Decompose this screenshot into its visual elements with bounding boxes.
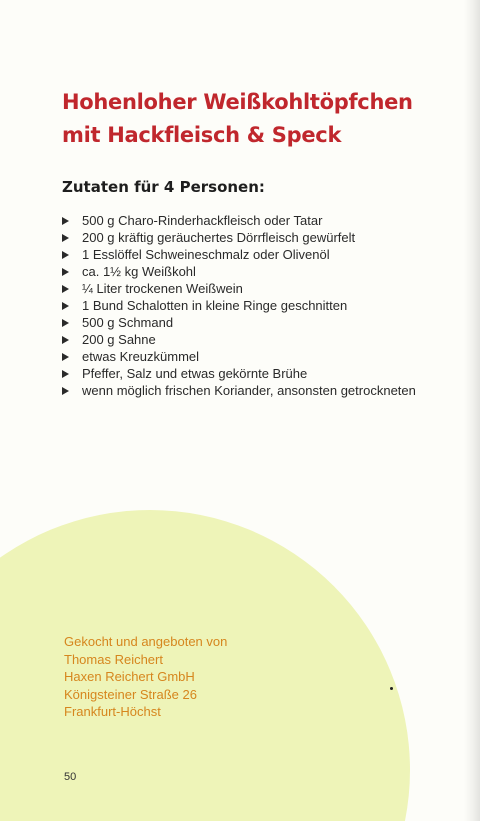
credits-block xyxy=(64,633,227,721)
page-edge-shadow xyxy=(464,0,480,821)
bullet-arrow-icon xyxy=(62,268,69,276)
bullet-arrow-icon xyxy=(62,336,69,344)
ingredient-item xyxy=(62,297,432,314)
ingredient-text: etwas Kreuzkümmel xyxy=(82,349,200,364)
credits-intro: Gekocht und angeboten von xyxy=(64,634,228,649)
ingredients-list xyxy=(62,212,432,399)
ingredient-text: 1 Bund Schalotten in kleine Ringe geschnitten xyxy=(82,298,348,313)
restaurant-name: Haxen Reichert GmbH xyxy=(64,669,195,684)
ingredient-item xyxy=(62,212,432,229)
stray-dot xyxy=(390,687,393,690)
bullet-arrow-icon xyxy=(62,302,69,310)
ingredient-text: Pfeffer, Salz und etwas gekörnte Brühe xyxy=(82,366,308,381)
recipe-title xyxy=(62,86,462,152)
bullet-arrow-icon xyxy=(62,234,69,242)
bullet-arrow-icon xyxy=(62,387,69,395)
ingredient-item xyxy=(62,365,432,382)
ingredient-text: 200 g kräftig geräuchertes Dörrfleisch gewürfelt xyxy=(82,230,356,245)
chef-name: Thomas Reichert xyxy=(64,651,163,667)
bullet-arrow-icon xyxy=(62,251,69,259)
ingredient-item xyxy=(62,314,432,331)
ingredient-text: 500 g Charo-Rinderhackfleisch oder Tatar xyxy=(82,213,323,228)
ingredient-item xyxy=(62,382,432,399)
bullet-arrow-icon xyxy=(62,353,69,361)
recipe-title-line-2: mit Hackfleisch & Speck xyxy=(62,123,342,147)
ingredient-text: ca. 1½ kg Weißkohl xyxy=(82,264,196,279)
ingredient-text: 1 Esslöffel Schweineschmalz oder Olivenöl xyxy=(82,247,330,262)
ingredient-text: 200 g Sahne xyxy=(82,332,156,347)
page-number: 50 xyxy=(64,771,77,783)
bullet-arrow-icon xyxy=(62,217,69,225)
ingredient-item xyxy=(62,280,432,297)
ingredient-item xyxy=(62,263,432,280)
city: Frankfurt-Höchst xyxy=(64,704,161,719)
ingredient-text: ¼ Liter trockenen Weißwein xyxy=(82,281,243,296)
ingredient-item xyxy=(62,348,432,365)
recipe-title-line-1: Hohenloher Weißkohltöpfchen xyxy=(62,90,413,114)
ingredient-text: 500 g Schmand xyxy=(82,315,174,330)
ingredient-item xyxy=(62,246,432,263)
ingredients-heading: Zutaten für 4 Personen: xyxy=(62,178,265,196)
ingredient-text: wenn möglich frischen Koriander, ansonsten getrockneten xyxy=(82,383,416,398)
ingredient-item xyxy=(62,229,432,246)
bullet-arrow-icon xyxy=(62,285,69,293)
bullet-arrow-icon xyxy=(62,319,69,327)
ingredient-item xyxy=(62,331,432,348)
street-address: Königsteiner Straße 26 xyxy=(64,686,197,702)
bullet-arrow-icon xyxy=(62,370,69,378)
